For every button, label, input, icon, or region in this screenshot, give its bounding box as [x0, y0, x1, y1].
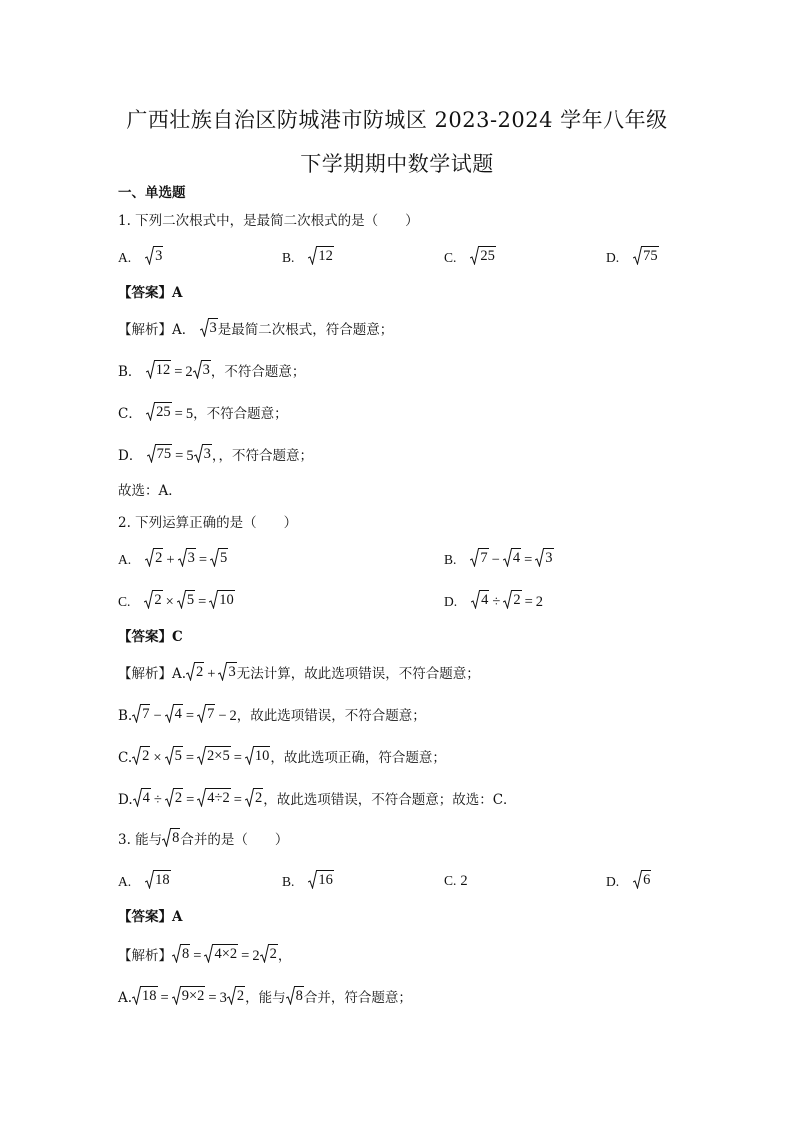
q1-conclusion: 故选：A． [118, 483, 182, 499]
q1-explanation-d: D． 75 = 5 3 ，，不符合题意； [118, 446, 314, 464]
q3-option-a: A. 18 [118, 872, 170, 889]
q3-explanation-intro: 【解析】 8 = 4×2 = 2 2 ， [118, 946, 292, 964]
q1-option-a: A. 3 [118, 248, 163, 265]
q1-explanation-a: 【解析】A． 3 是最简二次根式，符合题意； [118, 320, 394, 338]
q2-option-a: A. 2 + 3 = 5 [118, 550, 228, 568]
q2-explanation-b: B. 7 − 4 = 7 − 2，故此选项错误，不符合题意； [118, 706, 426, 724]
q1-option-b: B. 12 [282, 248, 333, 265]
q2-option-b: B. 7 − 4 = 3 [444, 550, 553, 568]
q2-explanation-d: D. 4 ÷ 2 = 4÷2 = 2 ，故此选项错误，不符合题意；故选：C． [118, 790, 517, 808]
q2-option-c: C. 2 × 5 = 10 [118, 592, 234, 610]
q3-answer: 【答案】A [118, 909, 183, 925]
q2-stem: 2. 下列运算正确的是（ ） [118, 515, 298, 531]
sqrt: 3 [145, 246, 163, 265]
q1-stem: 1. 下列二次根式中，是最简二次根式的是（ ） [118, 213, 419, 229]
q2-explanation-c: C. 2 × 5 = 2×5 = 10 ，故此选项正确，符合题意； [118, 748, 446, 766]
q1-option-c: C. 25 [444, 248, 495, 265]
q2-option-d: D. 4 ÷ 2 = 2 [444, 592, 544, 610]
q2-answer: 【答案】C [118, 629, 183, 645]
q3-explanation-a: A. 18 = 9×2 = 3 2 ，能与 8 合并，符合题意； [118, 988, 412, 1006]
q3-option-d: D. 6 [606, 872, 651, 889]
q1-explanation-c: C． 25 = 5，不符合题意； [118, 404, 288, 422]
q1-explanation-b: B． 12 = 2 3 ，不符合题意； [118, 362, 306, 380]
title-line-2: 下学期期中数学试题 [300, 152, 494, 176]
q1-option-d: D. 75 [606, 248, 658, 265]
q3-option-b: B. 16 [282, 872, 333, 889]
q2-explanation-a: 【解析】A. 2 + 3 无法计算，故此选项错误，不符合题意； [118, 664, 480, 682]
q3-option-c: C. 2 [444, 873, 468, 889]
q1-answer: 【答案】A [118, 285, 183, 301]
title-line-1: 广西壮族自治区防城港市防城区 2023-2024 学年八年级 [126, 108, 668, 132]
q3-stem: 3. 能与 8 合并的是（ ） [118, 830, 289, 848]
section-heading: 一、单选题 [118, 185, 186, 201]
